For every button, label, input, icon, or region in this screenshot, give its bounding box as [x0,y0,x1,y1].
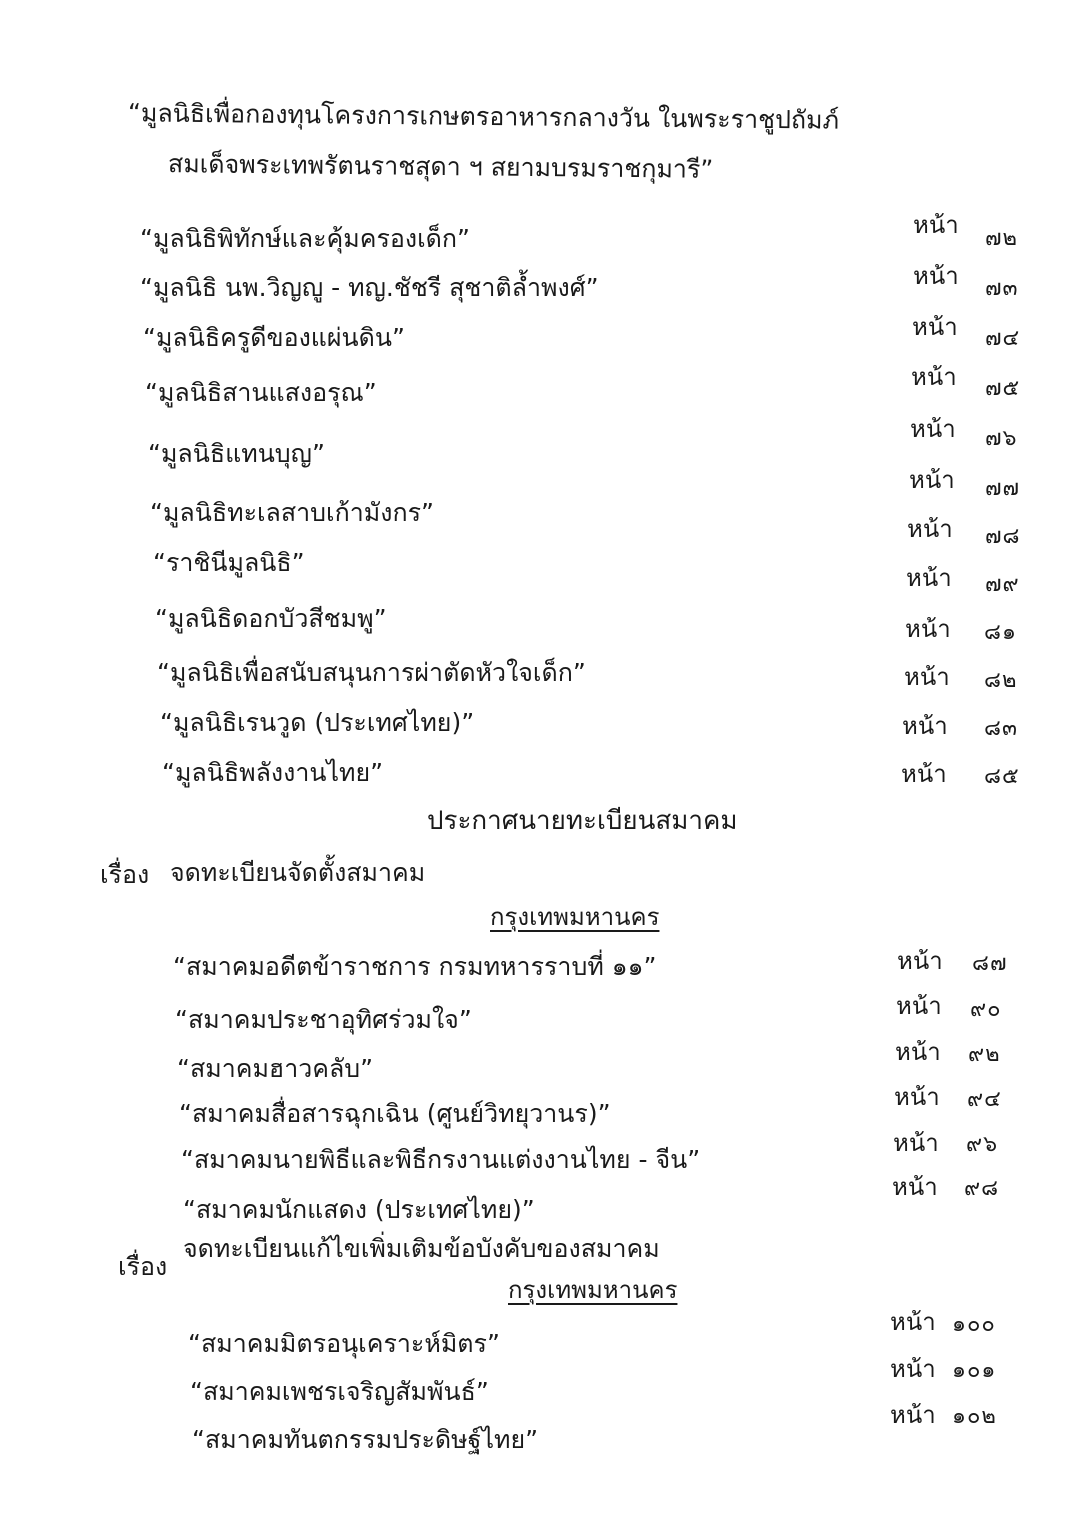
page-label: หน้า [896,992,942,1020]
association-entry: “สมาคมประชาอุทิศร่วมใจ” [175,1005,472,1034]
page-number: ๑๐๒ [952,1404,997,1429]
page-label: หน้า [913,211,959,239]
foundation-entry: “มูลนิธิทะเลสาบเก้ามังกร” [150,498,434,527]
page-number: ๗๓ [985,276,1019,301]
page-label: หน้า [890,1401,936,1429]
page-label: หน้า [910,415,956,443]
page-number: ๘๕ [984,764,1020,789]
page-number: ๗๕ [985,376,1021,401]
association-entry: “สมาคมฮาวคลับ” [177,1054,374,1083]
intro-entry-line1: “มูลนิธิเพื่อกองทุนโครงการเกษตรอาหารกลางวัน ในพระราชูปถัมภ์ [127,98,840,135]
foundation-entry: “มูลนิธิแทนบุญ” [148,439,325,468]
page-label: หน้า [894,1083,940,1111]
page-label: หน้า [904,663,950,691]
page-label: หน้า [890,1355,936,1383]
page-number: ๙๘ [964,1176,1000,1201]
subject-text: จดทะเบียนจัดตั้งสมาคม [170,858,426,887]
association-entry: “สมาคมมิตรอนุเคราะห์มิตร” [188,1329,500,1358]
page-number: ๗๙ [985,572,1020,597]
subject-text: จดทะเบียนแก้ไขเพิ่มเติมข้อบังคับของสมาคม [183,1234,660,1263]
page-label: หน้า [892,1173,938,1201]
page-label: หน้า [895,1038,941,1066]
foundation-entry: “มูลนิธิสานแสงอรุณ” [145,378,377,407]
page-number: ๑๐๐ [952,1312,996,1337]
page-label: หน้า [909,466,955,494]
page-label: หน้า [907,515,953,543]
foundation-entry: “มูลนิธิ นพ.วิญญู - ทญ.ชัชรี สุชาติล้ำพงศ์” [140,273,599,302]
page-label: หน้า [906,564,952,592]
page-number: ๗๗ [985,476,1021,501]
region-heading: กรุงเทพมหานคร [508,1276,678,1304]
association-entry: “สมาคมทันตกรรมประดิษฐ์ไทย” [192,1425,539,1454]
page-label: หน้า [912,313,958,341]
page-number: ๘๗ [972,951,1008,976]
foundation-entry: “มูลนิธิพิทักษ์และคุ้มครองเด็ก” [140,224,470,253]
page-number: ๙๔ [967,1087,1002,1112]
page-label: หน้า [897,947,943,975]
intro-entry-line2: สมเด็จพระเทพรัตนราชสุดา ฯ สยามบรมราชกุมารี” [167,149,714,184]
page-number: ๗๖ [985,426,1018,451]
page-number: ๙๖ [966,1132,999,1157]
page-label: หน้า [902,712,948,740]
association-entry: “สมาคมนักแสดง (ประเทศไทย)” [183,1195,535,1224]
foundation-entry: “มูลนิธิเพื่อสนับสนุนการผ่าตัดหัวใจเด็ก” [157,658,586,687]
page-label: หน้า [905,615,951,643]
page-number: ๘๓ [984,716,1019,741]
page-label: หน้า [890,1308,936,1336]
foundation-entry: “มูลนิธิครูดีของแผ่นดิน” [143,323,405,352]
page-label: หน้า [893,1129,939,1157]
page-label: หน้า [911,363,957,391]
page-number: ๑๐๑ [952,1358,997,1383]
page-number: ๗๔ [985,326,1021,351]
page-label: หน้า [901,760,947,788]
page-number: ๘๒ [984,668,1018,693]
association-entry: “สมาคมเพชรเจริญสัมพันธ์” [190,1377,489,1406]
page-label: หน้า [913,262,959,290]
subject-label: เรื่อง [118,1252,168,1281]
page-number: ๘๑ [984,620,1017,645]
subject-label: เรื่อง [100,860,150,889]
page-number: ๗๘ [985,524,1021,549]
page-number: ๙๐ [970,997,1002,1022]
foundation-entry: “มูลนิธิเรนวูด (ประเทศไทย)” [160,708,475,737]
foundation-entry: “มูลนิธิพลังงานไทย” [162,758,384,787]
foundation-entry: “มูลนิธิดอกบัวสีชมพู” [155,604,387,633]
section-heading: ประกาศนายทะเบียนสมาคม [427,806,738,836]
page-number: ๗๒ [985,226,1019,251]
association-entry: “สมาคมสื่อสารฉุกเฉิน (ศูนย์วิทยุวานร)” [179,1099,611,1128]
page-number: ๙๒ [968,1042,1001,1067]
region-heading: กรุงเทพมหานคร [490,903,660,931]
foundation-entry: “ราชินีมูลนิธิ” [153,548,305,577]
association-entry: “สมาคมอดีตข้าราชการ กรมทหารราบที่ ๑๑” [173,952,657,981]
association-entry: “สมาคมนายพิธีและพิธีกรงานแต่งงานไทย - จีน” [181,1145,701,1174]
